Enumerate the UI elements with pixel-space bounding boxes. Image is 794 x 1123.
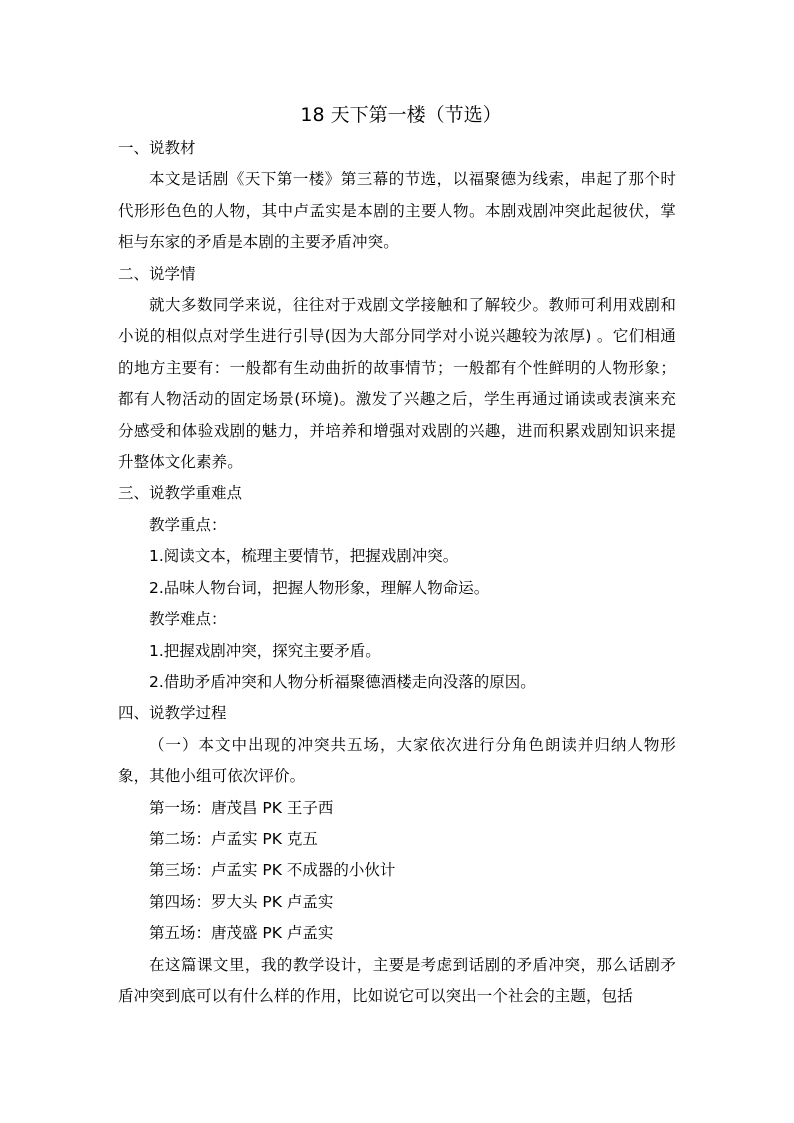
section-heading-process: 四、说教学过程 xyxy=(118,704,227,723)
key-point-item: 2.品味人物台词，把握人物形象，理解人物命运。 xyxy=(149,578,490,597)
paragraph-process-closing: 在这篇课文里，我的教学设计，主要是考虑到话剧的矛盾冲突，那么话剧矛盾冲突到底可以有什么样的作用，比如说它可以突出一个社会的主题，包括 xyxy=(118,955,676,1005)
key-point-item: 1.阅读文本，梳理主要情节，把握戏剧冲突。 xyxy=(149,547,459,566)
scene-item: 第二场：卢孟实 PK 克五 xyxy=(149,829,318,848)
key-points-label: 教学重点： xyxy=(149,515,227,534)
section-heading-textbook: 一、说教材 xyxy=(118,139,196,157)
paragraph-process-intro: （一）本文中出现的冲突共五场，大家依次进行分角色朗读并归纳人物形象，其他小组可依次评价。 xyxy=(118,735,676,786)
scene-item: 第三场：卢孟实 PK 不成器的小伙计 xyxy=(149,861,396,880)
document-title: 18 天下第一楼（节选） xyxy=(300,104,502,126)
section-heading-students: 二、说学情 xyxy=(118,264,196,283)
scene-item: 第五场：唐茂盛 PK 卢孟实 xyxy=(149,924,334,943)
paragraph-students: 就大多数同学来说，往往对于戏剧文学接触和了解较少。教师可利用戏剧和小说的相似点对学生进行引导(因为大部分同学对小说兴趣较为浓厚) 。它们相通的地方主要有：一般都有生动曲折的故事情节；一般都有个性鲜明的人物形象；都有人物活动的固定场景(环境)。激发了兴趣之后，学生再通过诵读或表演来充分感受和体验戏剧的魅力，并培养和增强对戏剧的兴趣，进而积累戏剧知识来提升整体文化素养。 xyxy=(118,296,676,472)
section-heading-key-points: 三、说教学重难点 xyxy=(118,484,243,503)
scene-item: 第一场：唐茂昌 PK 王子西 xyxy=(149,798,334,817)
difficult-point-item: 1.把握戏剧冲突，探究主要矛盾。 xyxy=(149,641,381,660)
difficult-points-label: 教学难点： xyxy=(149,610,227,629)
difficult-point-item: 2.借助矛盾冲突和人物分析福聚德酒楼走向没落的原因。 xyxy=(149,672,536,691)
paragraph-textbook: 本文是话剧《天下第一楼》第三幕的节选，以福聚德为线索，串起了那个时代形形色色的人物，其中卢孟实是本剧的主要人物。本剧戏剧冲突此起彼伏，掌柜与东家的矛盾是本剧的主要矛盾冲突。 xyxy=(118,170,676,252)
scene-item: 第四场：罗大头 PK 卢孟实 xyxy=(149,892,334,911)
